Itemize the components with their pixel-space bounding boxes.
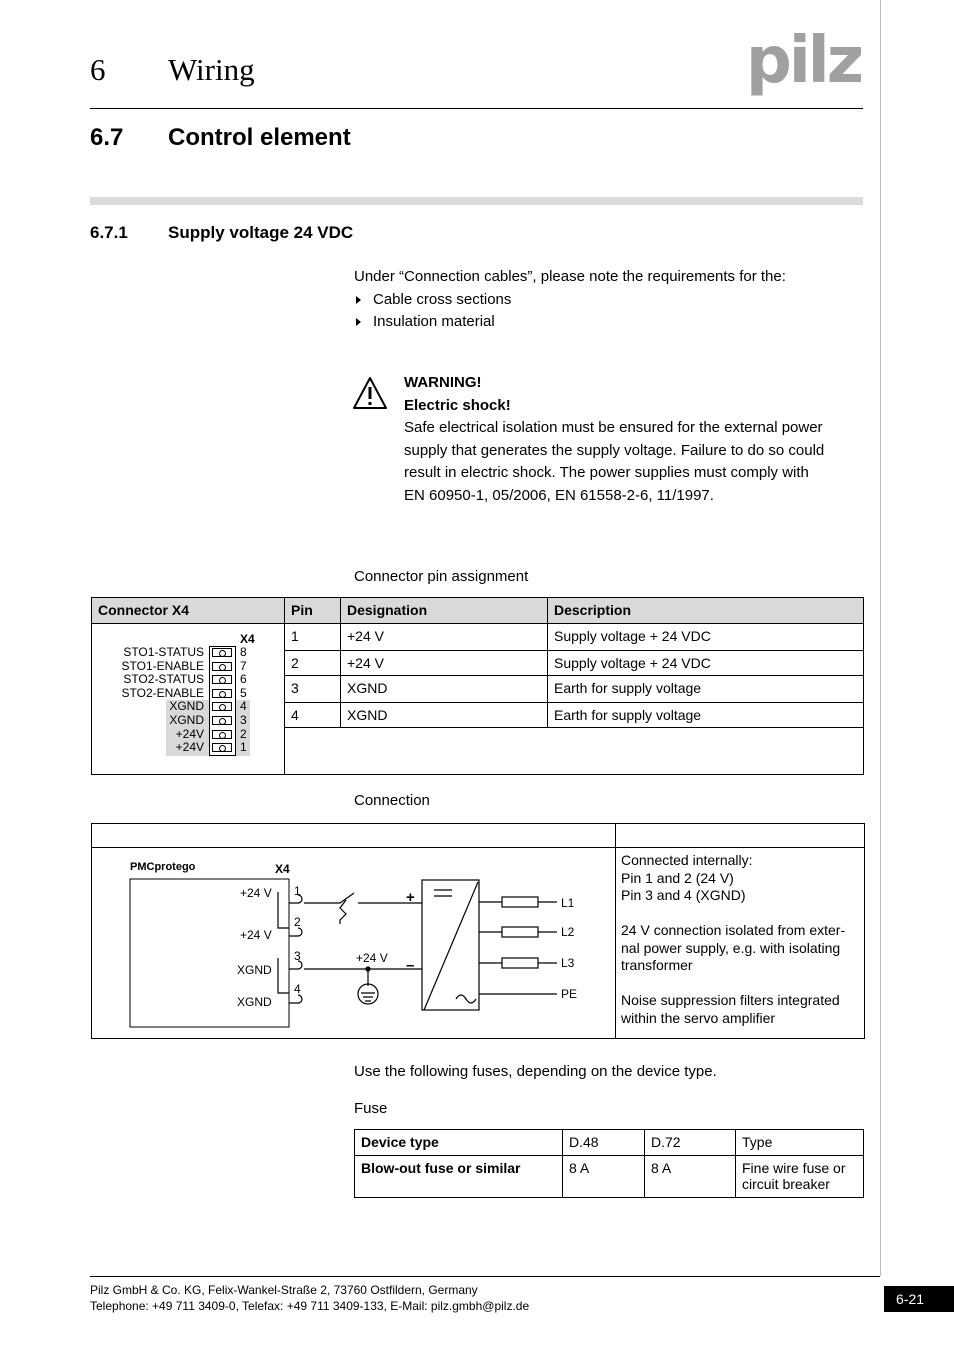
switch-label: +24 V	[356, 951, 388, 965]
section-divider-bar	[90, 197, 863, 205]
line-label: L1	[561, 896, 575, 910]
warning-subtitle: Electric shock!	[404, 396, 511, 414]
subsection-title: Supply voltage 24 VDC	[168, 223, 354, 242]
connector-pin-name: STO1-ENABLE	[121, 658, 204, 673]
connector-pin-number: 3	[240, 713, 247, 727]
warning-title: WARNING!	[404, 374, 482, 391]
designation-cell: XGND	[341, 676, 548, 703]
fuse-header-cell: Blow-out fuse or similar	[355, 1156, 563, 1198]
note-line: Pin 3 and 4 (XGND)	[621, 887, 746, 903]
connection-table	[91, 823, 865, 1039]
footer-contact: Telephone: +49 711 3409-0, Telefax: +49 711 3409-133, E-Mail: pilz.gmbh@pilz.de	[90, 1299, 530, 1313]
note-line	[621, 905, 861, 923]
note-line: Connected internally:	[621, 852, 753, 868]
line-label: L3	[561, 956, 575, 970]
svg-text:pilz: pilz	[746, 24, 861, 96]
intro-block	[354, 266, 864, 334]
connector-pin-name: +24V	[175, 740, 204, 755]
warning-line: EN 60950-1, 05/2006, EN 61558-2-6, 11/1997.	[404, 486, 714, 504]
connector-pin-name: +24V	[175, 726, 204, 741]
col-header: Description	[548, 598, 864, 624]
intro-text: Under “Connection cables”, please note the requirements for the:	[354, 268, 786, 285]
fuse-cell: D.48	[563, 1130, 645, 1156]
terminal-icon	[212, 662, 232, 671]
pin-cell: 2	[285, 650, 341, 676]
fuse-table	[354, 1129, 864, 1198]
footer-rule	[90, 1276, 880, 1277]
pilz-logo	[746, 22, 866, 96]
device-label: PMCprotego	[130, 861, 196, 873]
pin-number: 2	[294, 915, 301, 929]
fuse-cell: 8 A	[563, 1156, 645, 1198]
fuse-cell: 8 A	[645, 1156, 736, 1198]
connector-pin-number: 1	[240, 740, 247, 755]
connection-notes	[621, 852, 861, 1027]
terminal-icon	[212, 689, 232, 698]
pin-table	[91, 597, 864, 775]
table-row	[355, 1156, 864, 1198]
terminal-icon	[212, 730, 232, 739]
description-cell: Supply voltage + 24 VDC	[548, 650, 864, 676]
chapter-number: 6	[90, 52, 106, 87]
bullet-item: Insulation material	[354, 311, 864, 334]
pin-label: +24 V	[240, 928, 272, 942]
terminal-icon	[212, 675, 232, 684]
page-number: 6-21	[884, 1286, 954, 1312]
designation-cell: +24 V	[341, 624, 548, 651]
description-cell: Earth for supply voltage	[548, 676, 864, 703]
table-row	[355, 1130, 864, 1156]
fuse-cell: Fine wire fuse or circuit breaker	[736, 1156, 864, 1198]
fuse-cell: Type	[736, 1130, 864, 1156]
pin-label: XGND	[237, 963, 272, 977]
col-header: Pin	[285, 598, 341, 624]
bullet-item: Cable cross sections	[354, 289, 864, 312]
terminal-icon	[212, 648, 232, 657]
warning-line: Safe electrical isolation must be ensured for the external power	[404, 419, 823, 436]
connector-pin-number: 6	[240, 672, 247, 687]
pin-number: 3	[294, 949, 301, 963]
pin-cell: 4	[285, 702, 341, 728]
pin-cell: 1	[285, 624, 341, 651]
connector-pin-name: STO1-STATUS	[123, 645, 204, 659]
connection-column-line	[615, 824, 616, 1038]
connector-x4-drawing	[92, 624, 284, 774]
terminal-icon	[212, 743, 232, 752]
note-line: Pin 1 and 2 (24 V)	[621, 869, 734, 886]
designation-cell: XGND	[341, 702, 548, 728]
terminal-icon	[212, 716, 232, 725]
subsection-number: 6.7.1	[90, 223, 128, 242]
table-row	[92, 624, 864, 651]
connector-pin-number: 4	[240, 699, 247, 714]
pin-label: +24 V	[240, 886, 272, 900]
connector-cell	[92, 624, 285, 775]
bullet-arrow-icon	[356, 296, 361, 304]
note-line: nal power supply, e.g. with isolating	[621, 939, 841, 956]
wiring-diagram	[92, 848, 615, 1038]
fuse-intro: Use the following fuses, depending on the device type.	[354, 1063, 717, 1080]
pin-table-caption: Connector pin assignment	[354, 568, 529, 585]
warning-block	[404, 372, 864, 507]
note-line	[621, 975, 861, 993]
note-line: Noise suppression filters integrated	[621, 992, 840, 1008]
minus-sign: –	[406, 957, 415, 974]
connector-x4-label: X4	[275, 862, 290, 876]
connector-pin-number: 5	[240, 685, 247, 700]
footer-text	[90, 1282, 529, 1314]
connector-pin-name: STO2-ENABLE	[121, 685, 204, 700]
col-header: Connector X4	[92, 598, 285, 624]
description-cell: Earth for supply voltage	[548, 702, 864, 728]
section-number: 6.7	[90, 124, 124, 151]
fuse-caption: Fuse	[354, 1100, 388, 1117]
line-label: PE	[561, 987, 578, 1001]
connection-caption: Connection	[354, 792, 430, 809]
empty-cell	[285, 728, 864, 775]
col-header: Designation	[341, 598, 548, 624]
pin-number: 4	[294, 982, 301, 996]
fuse-header-cell: Device type	[355, 1130, 563, 1156]
line-label: L2	[561, 925, 575, 939]
pin-cell: 3	[285, 676, 341, 703]
note-line: 24 V connection isolated from exter-	[621, 922, 846, 938]
connector-label: X4	[240, 632, 255, 646]
warning-triangle-icon	[352, 376, 388, 415]
warning-line: result in electric shock. The power supplies must comply with	[404, 464, 809, 481]
connector-pin-number: 7	[240, 658, 247, 673]
description-cell: Supply voltage + 24 VDC	[548, 624, 864, 651]
footer-address: Pilz GmbH & Co. KG, Felix-Wankel-Straße 2, 73760 Ostfildern, Germany	[90, 1283, 478, 1297]
section-title: Control element	[168, 124, 351, 151]
note-line: transformer	[621, 957, 693, 973]
connector-pin-name: XGND	[169, 713, 204, 727]
header-rule	[90, 108, 863, 109]
connector-pin-number: 2	[240, 726, 247, 741]
pin-label: XGND	[237, 995, 272, 1009]
chapter-title: Wiring	[168, 52, 255, 87]
connector-pin-name: XGND	[169, 699, 204, 714]
right-margin-line	[880, 0, 881, 1276]
connector-pin-name: STO2-STATUS	[123, 672, 204, 687]
plus-sign: +	[406, 889, 415, 906]
terminal-icon	[212, 702, 232, 711]
fuse-cell: D.72	[645, 1130, 736, 1156]
note-line: within the servo amplifier	[621, 1009, 776, 1026]
pin-number: 1	[294, 884, 301, 898]
warning-line: supply that generates the supply voltage. Failure to do so could	[404, 441, 825, 459]
designation-cell: +24 V	[341, 650, 548, 676]
bullet-arrow-icon	[356, 318, 361, 326]
connector-pin-number: 8	[240, 645, 247, 659]
